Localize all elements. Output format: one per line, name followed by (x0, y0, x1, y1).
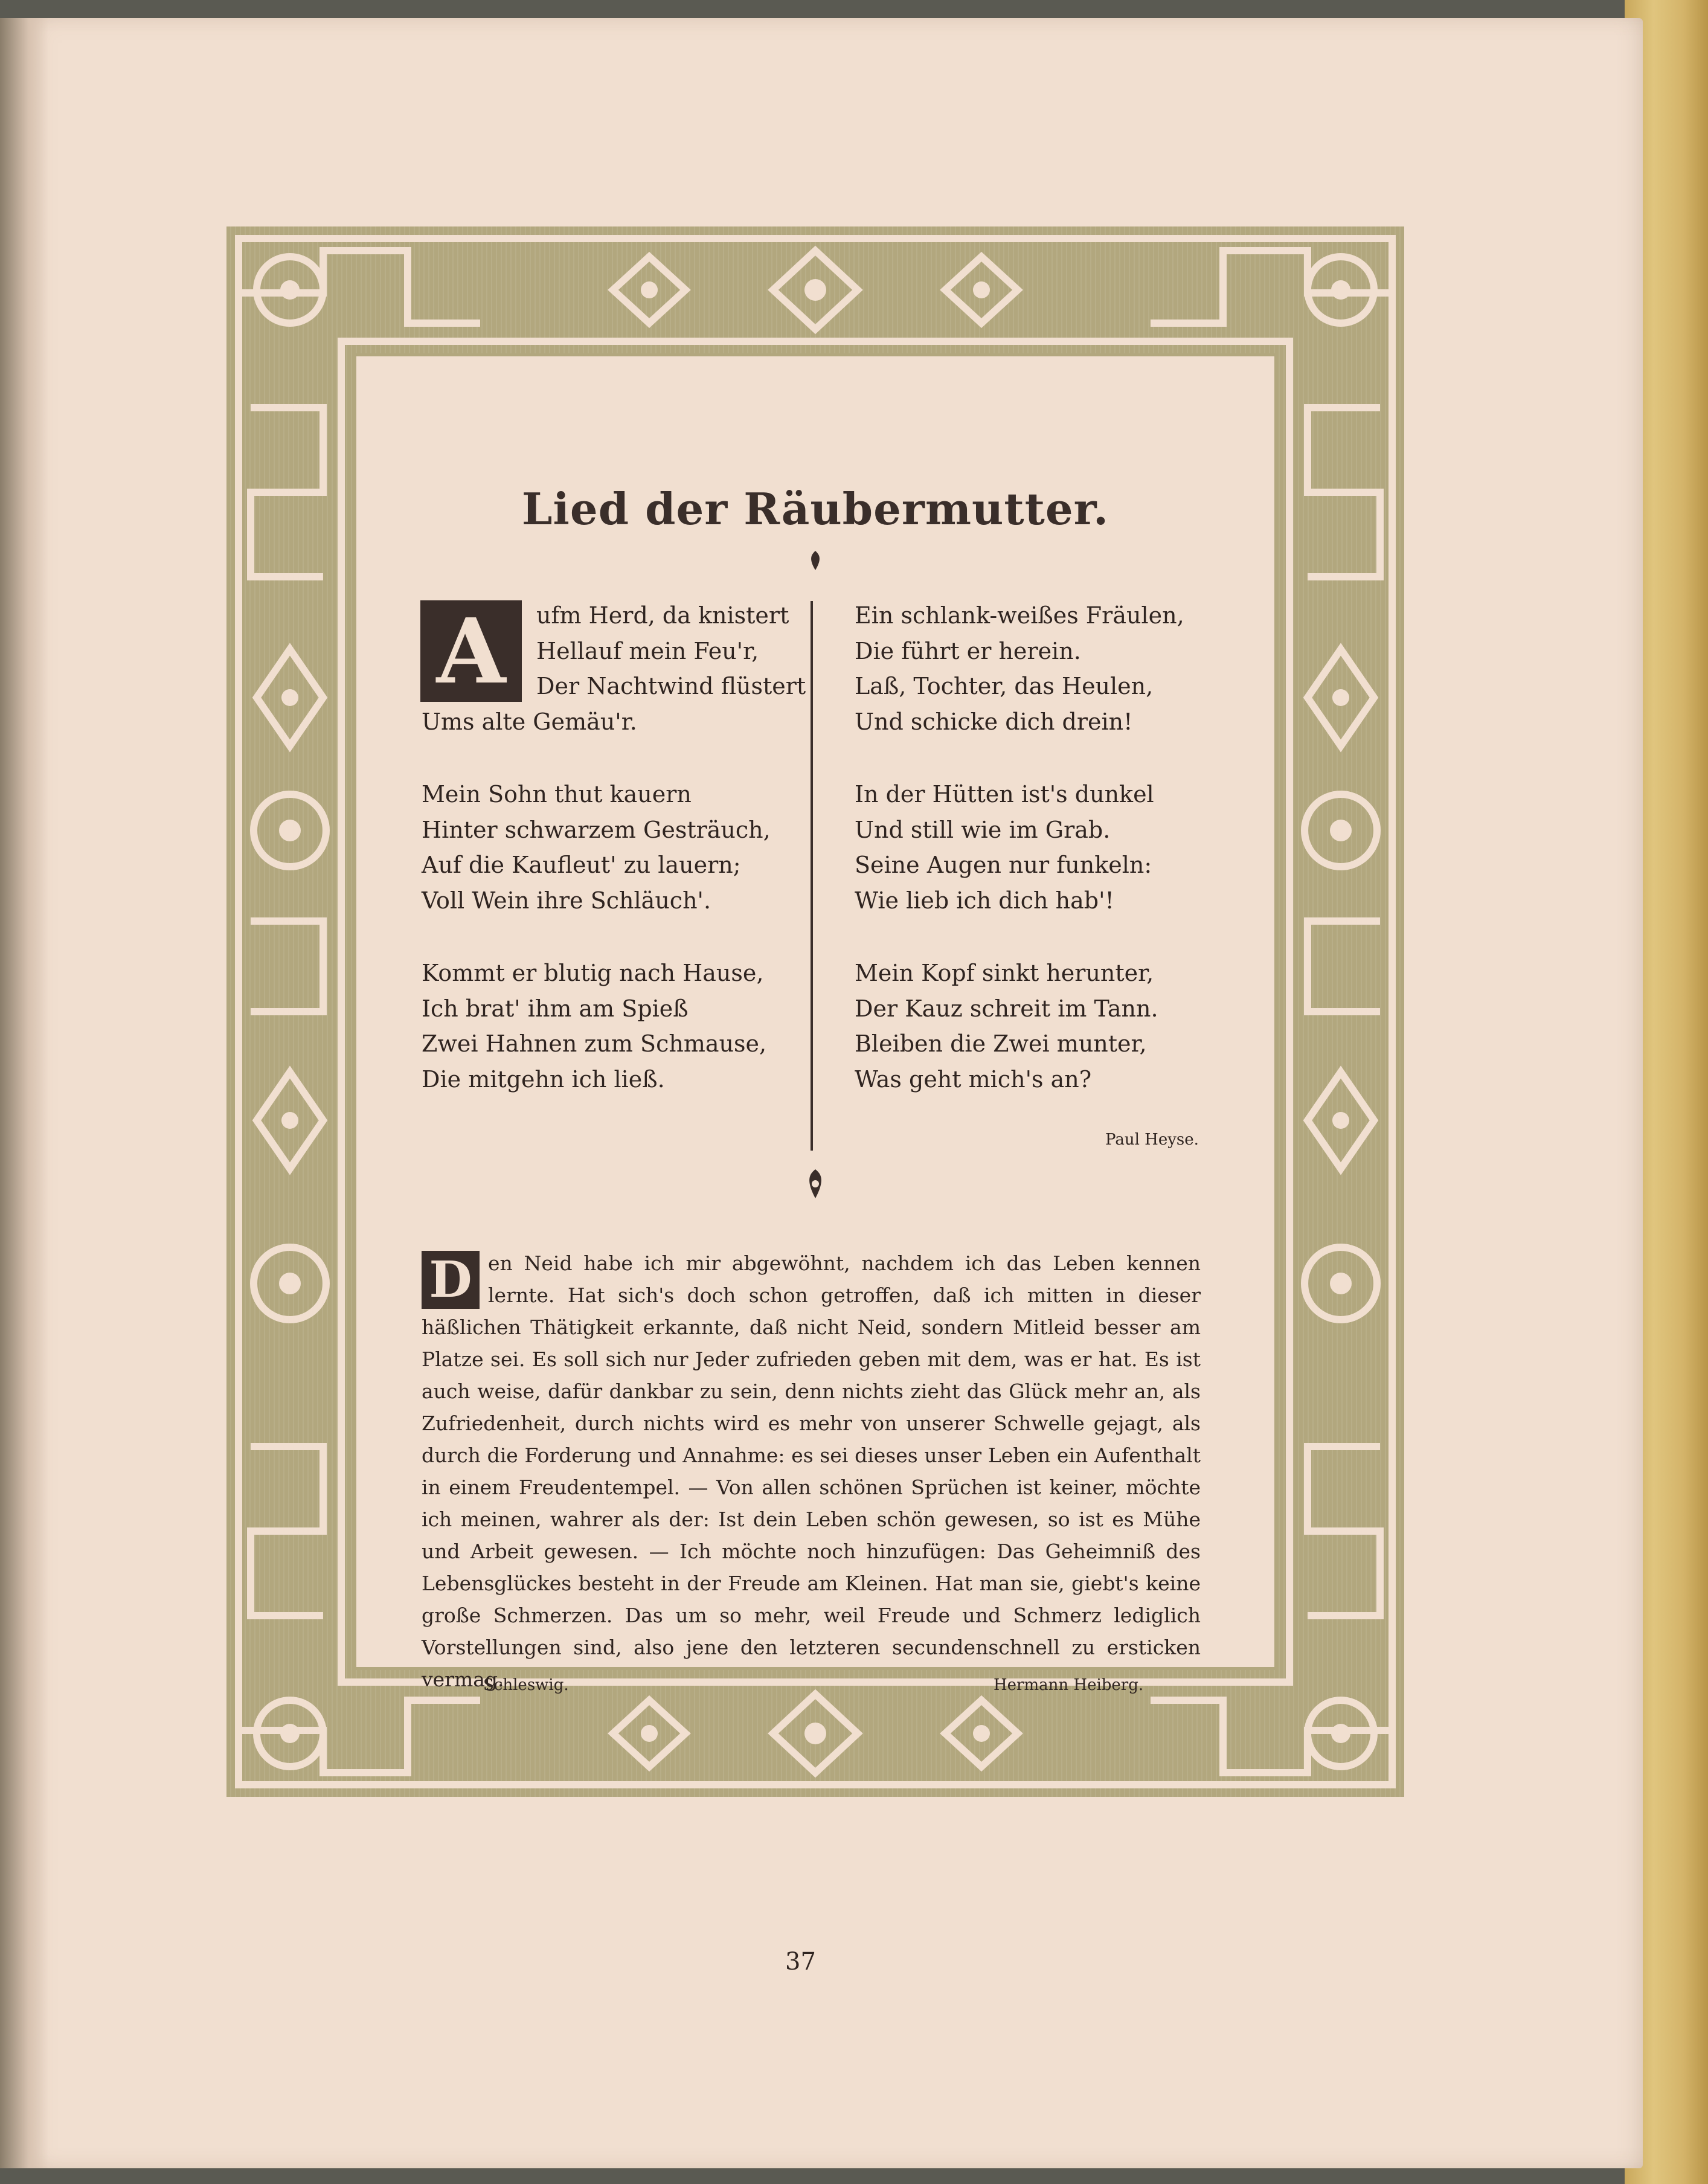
prose-dropcap: D (422, 1251, 480, 1309)
stanza (422, 956, 826, 1097)
poem-line: Der Kauz schreit im Tann. (855, 995, 1158, 1022)
poem-line: Auf die Kaufleut' zu lauern; (422, 852, 741, 878)
poem-line: Und still wie im Grab. (855, 816, 1111, 843)
prose-paragraph (422, 1247, 1201, 1695)
poem-line: ufm Herd, da knistert (536, 602, 789, 629)
fleuron-icon (797, 1166, 833, 1202)
poem-line: In der Hütten ist's dunkel (855, 781, 1154, 808)
poem-title: Lied der Räubermutter. (521, 483, 1109, 535)
poem-line: Hinter schwarzem Gesträuch, (422, 816, 771, 843)
poem-line: Voll Wein ihre Schläuch'. (422, 887, 711, 914)
poem-line: Laß, Tochter, das Heulen, (855, 673, 1154, 699)
poem-dropcap: A (420, 600, 522, 702)
poem-line: Bleiben die Zwei munter, (855, 1030, 1147, 1057)
stanza (855, 598, 1229, 739)
poem-line: Ich brat' ihm am Spieß (422, 995, 689, 1022)
poem-line: Die mitgehn ich ließ. (422, 1065, 665, 1093)
stanza (855, 777, 1229, 918)
prose-author: Hermann Heiberg. (994, 1676, 1144, 1694)
poem-line: Ums alte Gemäu'r. (422, 708, 637, 735)
poem-left-column (422, 598, 826, 1134)
text-panel (353, 353, 1277, 1694)
poem-author: Paul Heyse. (1105, 1131, 1199, 1149)
poem-line: Hellauf mein Feu'r, (536, 637, 759, 664)
poem-line: Und schicke dich drein! (855, 708, 1133, 735)
poem-line: Was geht mich's an? (855, 1065, 1092, 1093)
poem-line: Ein schlank-weißes Fräulen, (855, 602, 1184, 629)
prose-place: Schleswig. (483, 1676, 569, 1694)
poem-line: Mein Kopf sinkt herunter, (855, 960, 1154, 986)
poem-line: Wie lieb ich dich hab'! (855, 887, 1114, 914)
poem-line: Kommt er blutig nach Hause, (422, 960, 764, 986)
poem-right-column (855, 598, 1229, 1134)
poem-line: Die führt er herein. (855, 637, 1081, 664)
fleuron-icon (803, 548, 827, 573)
book-spine (0, 18, 48, 2168)
page-number: 37 (785, 1948, 816, 1976)
poem-line: Mein Sohn thut kauern (422, 781, 692, 808)
stanza (855, 956, 1229, 1097)
poem-line: Seine Augen nur funkeln: (855, 852, 1152, 878)
stanza (422, 777, 826, 918)
poem-line: Der Nachtwind flüstert (536, 673, 806, 699)
prose-text: en Neid habe ich mir abgewöhnt, nachdem ich das Leben kennen lernte. Hat sich's doch schon getroffen, daß ich mitten in dieser häßlichen Thätigkeit erkannte, daß nicht Neid, sondern Mitleid besser am Platze sei. Es soll sich nur Jeder zufrieden geben mit dem, was er hat. Es ist auch weise, dafür dankbar zu sein, denn nichts zieht das Glück mehr an, als Zufriedenheit, durch nichts wird es mehr von unserer Schwelle gejagt, als durch die Forderung und Annahme: es sei dieses unser Leben ein Aufenthalt in einem Freudentempel. — Von allen schönen Sprüchen ist keiner, möchte ich meinen, wahrer als der: Ist dein Leben schön gewesen, so ist es Mühe und Arbeit gewesen. — Ich möchte noch hinzufügen: Das Geheimniß des Lebensglückes besteht in der Freude am Kleinen. Hat man sie, giebt's keine große Schmerzen. Das um so mehr, weil Freude und Schmerz lediglich Vorstellungen sind, also jene den letzteren secundenschnell zu ersticken vermag. (422, 1251, 1201, 1691)
poem-line: Zwei Hahnen zum Schmause, (422, 1030, 767, 1057)
